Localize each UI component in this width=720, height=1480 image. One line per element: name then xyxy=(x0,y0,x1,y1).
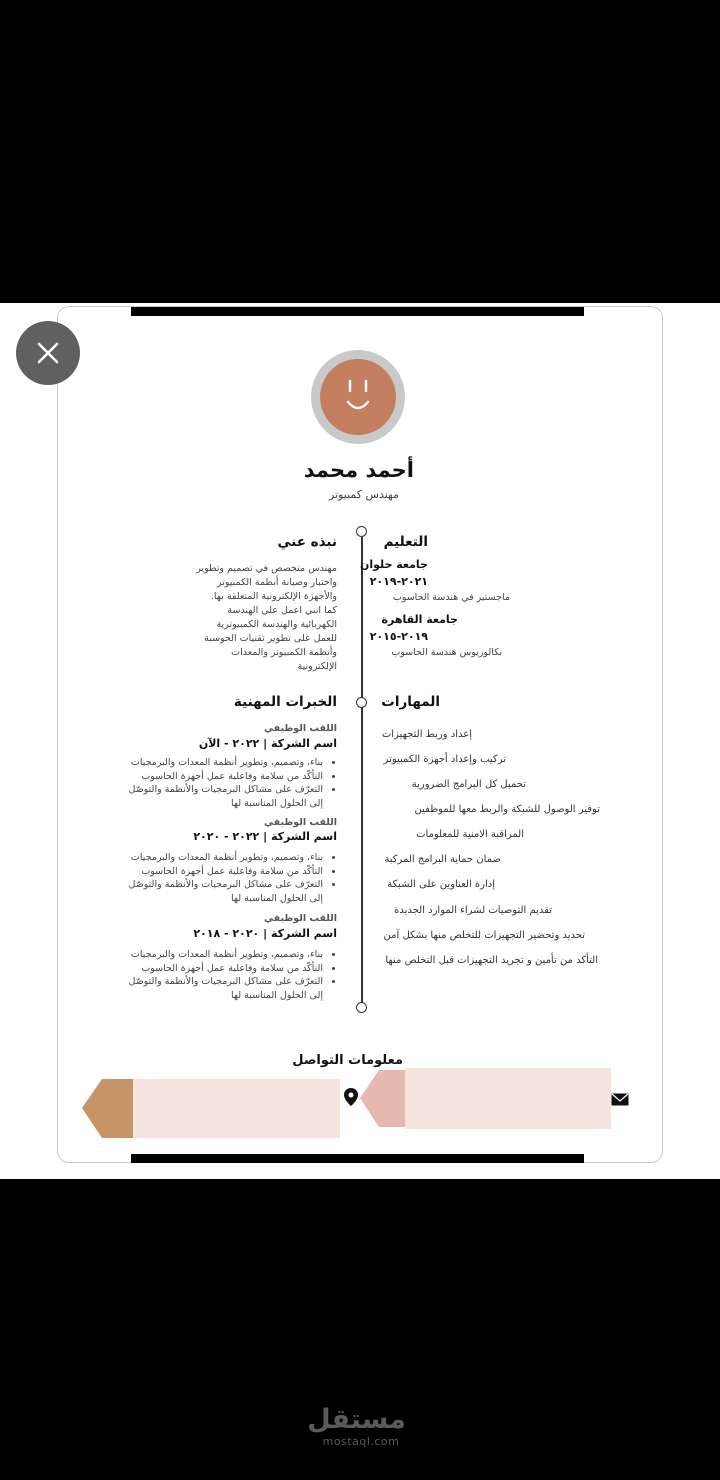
about-line: واختبار وصيانة أنظمة الكمبيوتر xyxy=(217,577,337,588)
job-bullets xyxy=(129,756,337,810)
timeline-node xyxy=(356,526,367,537)
job-bullet: • بناء، وتصميم، وتطوير أنظمة المعدات والبرمجيات xyxy=(129,948,323,962)
about-line: وأنظمة الكمبيوتر والمعدات xyxy=(231,647,337,658)
watermark-latin: mostaql.com xyxy=(322,1435,400,1448)
skill-item: تحديد وتحضير التجهيزات للتخلص منها بشكل آمن xyxy=(383,930,585,941)
bottom-bar xyxy=(131,1154,584,1163)
job-company: اسم الشركة | ٢٠٢٢ - ٢٠٢٠ xyxy=(193,830,337,843)
skill-item: ضمان حماية البرامج المركبة xyxy=(384,854,501,865)
timeline-node xyxy=(356,697,367,708)
education-school: جامعة حلوان xyxy=(359,558,428,571)
envelope-icon xyxy=(611,1093,629,1106)
job-bullet: • التأكّد من سلامة وفاعلية عمل أجهزة الحاسوب xyxy=(129,865,323,879)
job-bullet: • التأكّد من سلامة وفاعلية عمل أجهزة الحاسوب xyxy=(129,962,323,976)
skills-heading: المهارات xyxy=(381,694,440,710)
experience-heading: الخبرات المهنية xyxy=(233,694,337,710)
job-bullet: • التأكّد من سلامة وفاعلية عمل أجهزة الحاسوب xyxy=(129,770,323,784)
job-bullet: إلى الحلول المناسبة لها xyxy=(230,989,323,1001)
skill-item: تحميل كل البرامج الضرورية xyxy=(411,779,526,790)
close-button[interactable] xyxy=(16,321,80,385)
skill-item: إعداد وربط التجهيزات xyxy=(381,729,472,740)
skill-item: إدارة العناوين على الشبكة xyxy=(387,879,495,890)
location-pin-icon xyxy=(344,1088,358,1106)
resume-name: أحمد محمد xyxy=(303,458,414,482)
about-line: مهندس متخصص في تصميم وتطوير xyxy=(196,563,337,574)
job-bullet: إلى الحلول المناسبة لها xyxy=(230,892,323,904)
job-bullets xyxy=(129,851,337,905)
education-dates: ٢٠٢١-٢٠١٩ xyxy=(369,575,428,588)
education-school: جامعة القاهرة xyxy=(381,613,458,626)
skill-item: التأكد من تأمين و تجريد التجهيزات قبل التخلص منها xyxy=(385,955,598,966)
job-bullet: • التعرّف على مشاكل البرمجيات والأنظمة والتوصّل xyxy=(129,975,323,989)
job-bullet: • بناء، وتصميم، وتطوير أنظمة المعدات والبرمجيات xyxy=(129,851,323,865)
timeline-node xyxy=(356,1002,367,1013)
skill-item: توفير الوصول للشبكة والربط معها للموظفين xyxy=(414,804,600,815)
job-bullet: • التعرّف على مشاكل البرمجيات والأنظمة والتوصّل xyxy=(129,878,323,892)
watermark-arabic: مستقل xyxy=(307,1404,406,1435)
skill-item: تقديم التوصيات لشراء الموارد الجديدة xyxy=(394,905,552,916)
about-line: الإلكترونية xyxy=(297,661,337,672)
contact-field-right xyxy=(360,1068,612,1129)
job-bullet: • التعرّف على مشاكل البرمجيات والأنظمة والتوصّل xyxy=(129,783,323,797)
top-bar xyxy=(131,307,584,316)
job-label: اللقب الوظيفي xyxy=(264,913,337,924)
job-bullet: • بناء، وتصميم، وتطوير أنظمة المعدات والبرمجيات xyxy=(129,756,323,770)
education-heading: التعليم xyxy=(383,534,428,550)
about-line: كما انني اعمل علي الهندسة xyxy=(227,605,337,616)
smiley-face-icon xyxy=(320,359,396,435)
job-label: اللقب الوظيفي xyxy=(264,723,337,734)
about-line: والأجهزة الإلكترونية المتعلقة بها. xyxy=(210,591,337,602)
watermark xyxy=(307,1404,406,1448)
job-company: اسم الشركة | ٢٠٢٢ - الآن xyxy=(198,737,337,750)
education-dates: ٢٠١٩-٢٠١٥ xyxy=(369,630,428,643)
education-degree: ماجستير في هندسة الحاسوب xyxy=(392,592,510,603)
avatar xyxy=(320,359,396,435)
about-line: الكهربائية والهندسة الكمبيوترية xyxy=(216,619,337,630)
education-degree: بكالوريوس هندسة الحاسوب xyxy=(391,647,502,658)
contact-field-left xyxy=(82,1077,340,1140)
timeline-line xyxy=(361,537,363,1004)
job-bullet: إلى الحلول المناسبة لها xyxy=(230,797,323,809)
about-heading: نبذه عني xyxy=(277,534,337,550)
job-label: اللقب الوظيفي xyxy=(264,817,337,828)
resume-title: مهندس كمبيوتر xyxy=(328,488,399,501)
job-company: اسم الشركة | ٢٠٢٠ - ٢٠١٨ xyxy=(193,927,337,940)
contact-heading: معلومات التواصل xyxy=(292,1053,403,1068)
close-icon xyxy=(36,341,60,365)
about-line: للعمل على تطوير تقنيات الحوسبة xyxy=(204,633,337,644)
skill-item: تركيب وإعداد أجهزة الكمبيوتر xyxy=(383,754,506,765)
job-bullets xyxy=(129,948,337,1002)
skill-item: المراقبة الامنية للمعلومات xyxy=(416,829,524,840)
